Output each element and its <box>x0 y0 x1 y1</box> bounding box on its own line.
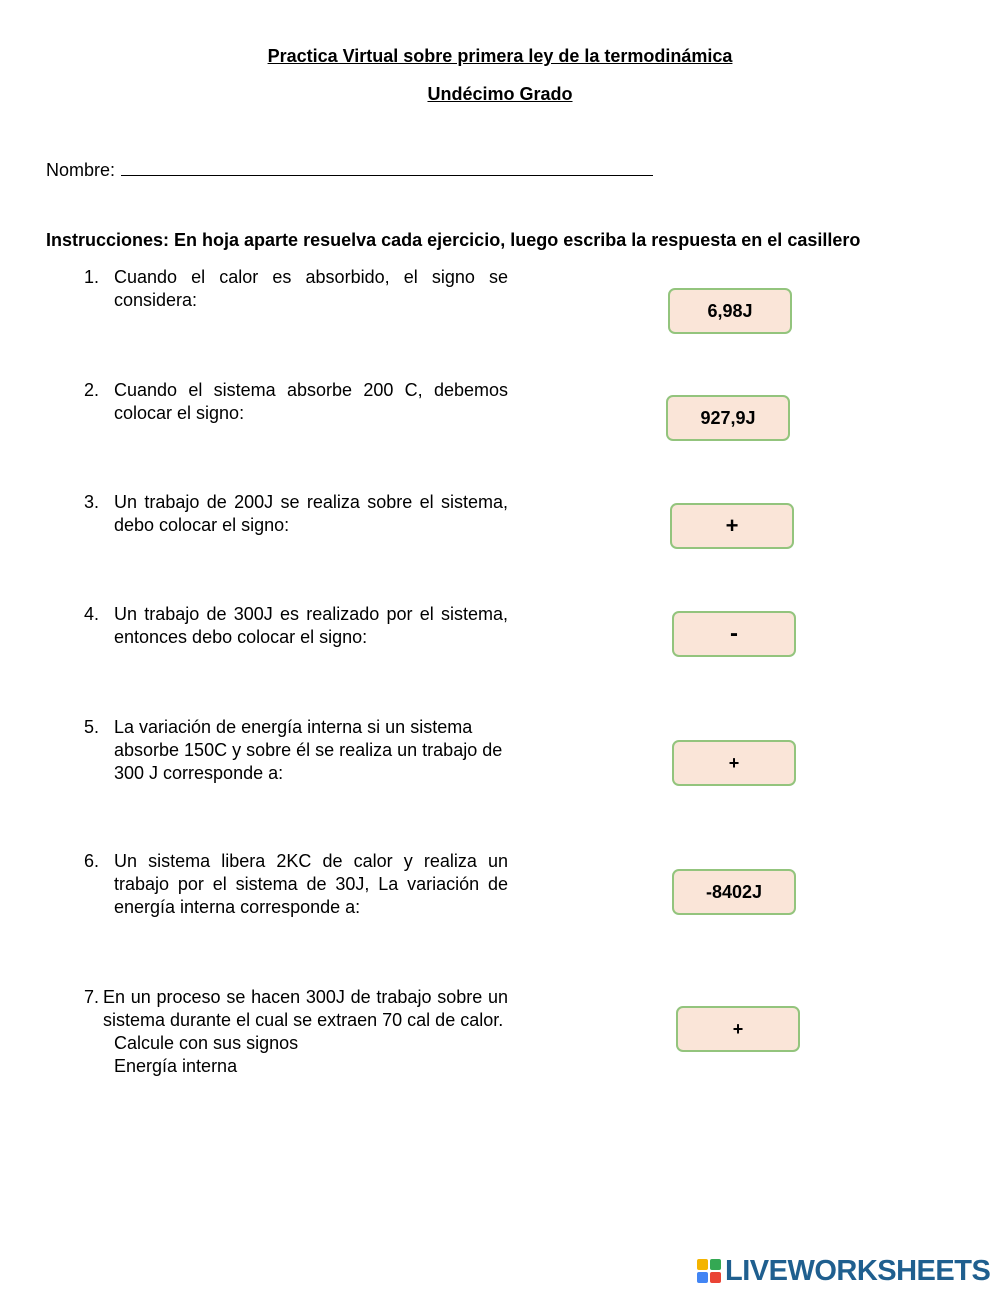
instructions: Instrucciones: En hoja aparte resuelva cada ejercicio, luego escriba la respuesta en el casillero <box>46 230 861 250</box>
question-text: En un proceso se hacen 300J de trabajo sobre un sistema durante el cual se extraen 70 cal de calor. <box>103 987 508 1030</box>
answer-box-3[interactable]: + <box>670 503 794 549</box>
question-number: 6. <box>84 851 100 871</box>
question-line: Energía interna <box>114 1056 238 1076</box>
question-line: Calcule con sus signos <box>114 1033 299 1053</box>
question-7 <box>84 986 508 1078</box>
question-number: 2. <box>84 380 100 400</box>
question-text: La variación de energía interna si un sistema absorbe 150C y sobre él se realiza un trabajo de 300 J corresponde a: <box>114 717 503 783</box>
question-number: 4. <box>84 604 100 624</box>
answer-box-7[interactable]: + <box>676 1006 800 1052</box>
question-text: Un sistema libera 2KC de calor y realiza un trabajo por el sistema de 30J, La variación de energía interna corresponde a: <box>114 851 508 917</box>
name-line <box>121 157 653 176</box>
question-5 <box>84 716 508 785</box>
question-6 <box>84 850 508 919</box>
answer-box-4[interactable]: - <box>672 611 796 657</box>
question-number: 5. <box>84 717 100 737</box>
page-subtitle: Undécimo Grado <box>427 84 573 104</box>
logo-icon <box>697 1259 721 1283</box>
answer-box-2[interactable]: 927,9J <box>666 395 790 441</box>
answer-box-5[interactable]: + <box>672 740 796 786</box>
question-text: Cuando el calor es absorbido, el signo se considera: <box>114 267 508 310</box>
question-number: 1. <box>84 267 100 287</box>
question-text: Un trabajo de 300J es realizado por el sistema, entonces debo colocar el signo: <box>114 604 508 647</box>
liveworksheets-logo <box>697 1254 990 1288</box>
question-1 <box>84 266 508 312</box>
question-text: Un trabajo de 200J se realiza sobre el sistema, debo colocar el signo: <box>114 492 508 535</box>
question-number: 3. <box>84 492 100 512</box>
name-label: Nombre: <box>46 160 116 180</box>
question-2 <box>84 379 508 425</box>
answer-box-6[interactable]: -8402J <box>672 869 796 915</box>
question-3 <box>84 491 508 537</box>
page-title: Practica Virtual sobre primera ley de la termodinámica <box>267 46 733 66</box>
question-number: 7. <box>84 987 100 1007</box>
question-text: Cuando el sistema absorbe 200 C, debemos colocar el signo: <box>114 380 508 423</box>
logo-text: LIVEWORKSHEETS <box>725 1254 991 1287</box>
question-4 <box>84 603 508 649</box>
answer-box-1[interactable]: 6,98J <box>668 288 792 334</box>
name-field <box>46 157 653 181</box>
